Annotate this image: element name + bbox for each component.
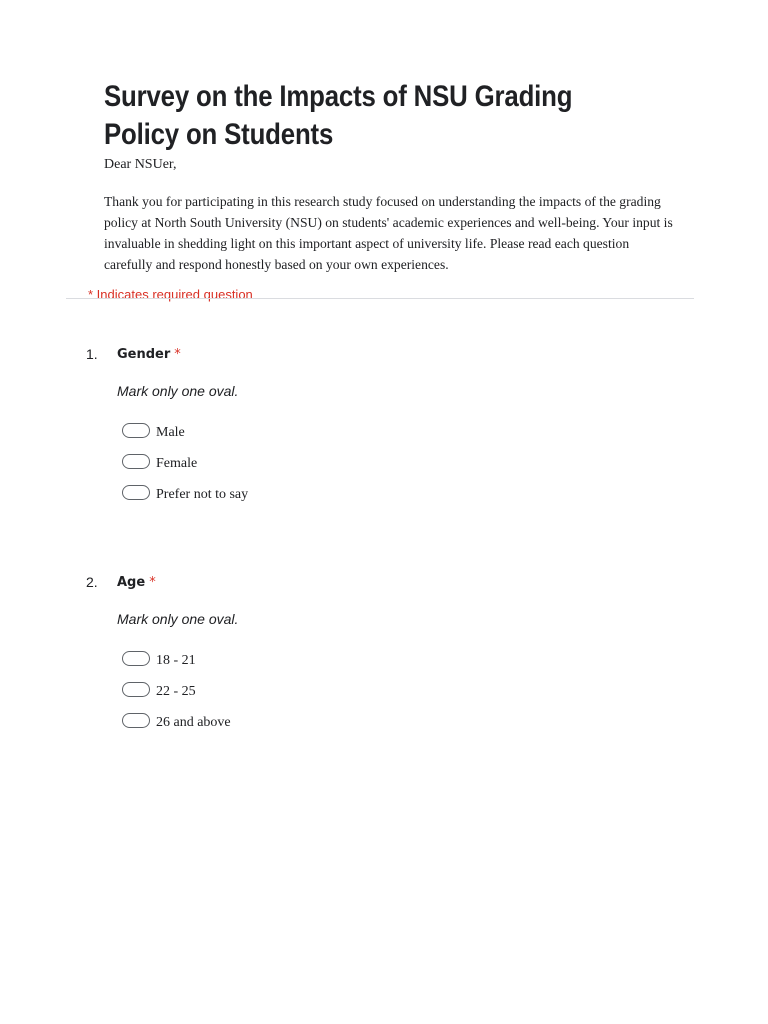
option-26-and-above[interactable]	[122, 705, 231, 736]
question-title	[117, 346, 181, 364]
option-label: 26 and above	[156, 714, 231, 730]
required-question-note: * Indicates required question	[88, 287, 253, 302]
form-title: Survey on the Impacts of NSU Grading Policy on Students	[104, 80, 573, 151]
radio-oval[interactable]	[122, 713, 150, 728]
question-number: 1.	[86, 346, 98, 362]
question-title-text: Gender	[117, 347, 171, 362]
option-female[interactable]	[122, 446, 248, 477]
option-22-25[interactable]	[122, 674, 231, 705]
option-18-21[interactable]	[122, 643, 231, 674]
header-divider	[66, 298, 694, 299]
radio-group-age	[122, 643, 231, 736]
question-instruction: Mark only one oval.	[117, 611, 239, 627]
question-title	[117, 574, 156, 592]
radio-oval[interactable]	[122, 682, 150, 697]
radio-oval[interactable]	[122, 485, 150, 500]
question-instruction: Mark only one oval.	[117, 383, 239, 399]
option-label: 18 - 21	[156, 652, 196, 668]
radio-oval[interactable]	[122, 454, 150, 469]
option-label: Male	[156, 424, 185, 440]
option-label: Female	[156, 455, 198, 471]
form-greeting: Dear NSUer,	[104, 157, 177, 172]
option-prefer-not-to-say[interactable]	[122, 477, 248, 508]
radio-group-gender	[122, 415, 248, 508]
option-male[interactable]	[122, 415, 248, 446]
option-label: 22 - 25	[156, 683, 196, 699]
radio-oval[interactable]	[122, 651, 150, 666]
form-description: Thank you for participating in this research study focused on understanding the impacts of the grading policy at North South University (NSU) on students' academic experiences and well-being. Your input is invaluable in shedding light on this important aspect of university life. Please read each question carefully and respond honestly based on your own experiences.	[104, 194, 673, 272]
radio-oval[interactable]	[122, 423, 150, 438]
option-label: Prefer not to say	[156, 486, 249, 502]
required-asterisk: *	[149, 575, 156, 590]
question-title-text: Age	[117, 575, 146, 590]
question-number: 2.	[86, 574, 98, 590]
required-asterisk: *	[174, 347, 181, 362]
